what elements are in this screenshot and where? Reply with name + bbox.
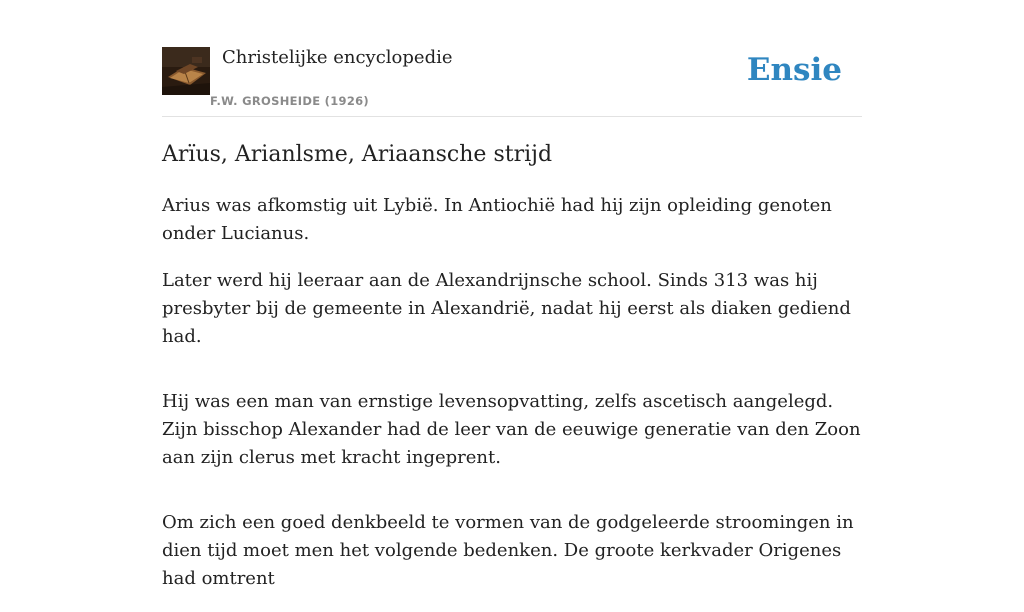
article-paragraph: Arius was afkomstig uit Lybië. In Antiochië had hij zijn opleiding genoten onder Lucianus. bbox=[162, 195, 832, 244]
source-title[interactable]: Christelijke encyclopedie bbox=[222, 47, 453, 68]
ensie-logo-link[interactable]: Ensie bbox=[746, 52, 842, 88]
article-title: Arïus, Arianlsme, Ariaansche strijd bbox=[162, 142, 553, 167]
article-paragraph: Om zich een goed denkbeeld te vormen van de godgeleerde stroomingen in dien tijd moet men het volgende bedenken. De groote kerkvader Origenes had omtrent bbox=[162, 512, 854, 589]
source-header bbox=[162, 0, 862, 117]
source-author: F.W. GROSHEIDE (1926) bbox=[210, 94, 369, 108]
article-paragraph: Hij was een man van ernstige levensopvatting, zelfs ascetisch aangelegd. Zijn bisschop Alexander had de leer van de eeuwige generatie van den Zoon aan zijn clerus met kracht ingeprent. bbox=[162, 391, 861, 468]
article-page bbox=[162, 0, 862, 589]
book-thumbnail-icon bbox=[162, 47, 210, 95]
article-paragraph: Later werd hij leeraar aan de Alexandrijnsche school. Sinds 313 was hij presbyter bij de gemeente in Alexandrië, nadat hij eerst als diaken gediend had. bbox=[162, 270, 851, 347]
article-body bbox=[162, 192, 862, 612]
source-avatar[interactable] bbox=[162, 47, 210, 95]
